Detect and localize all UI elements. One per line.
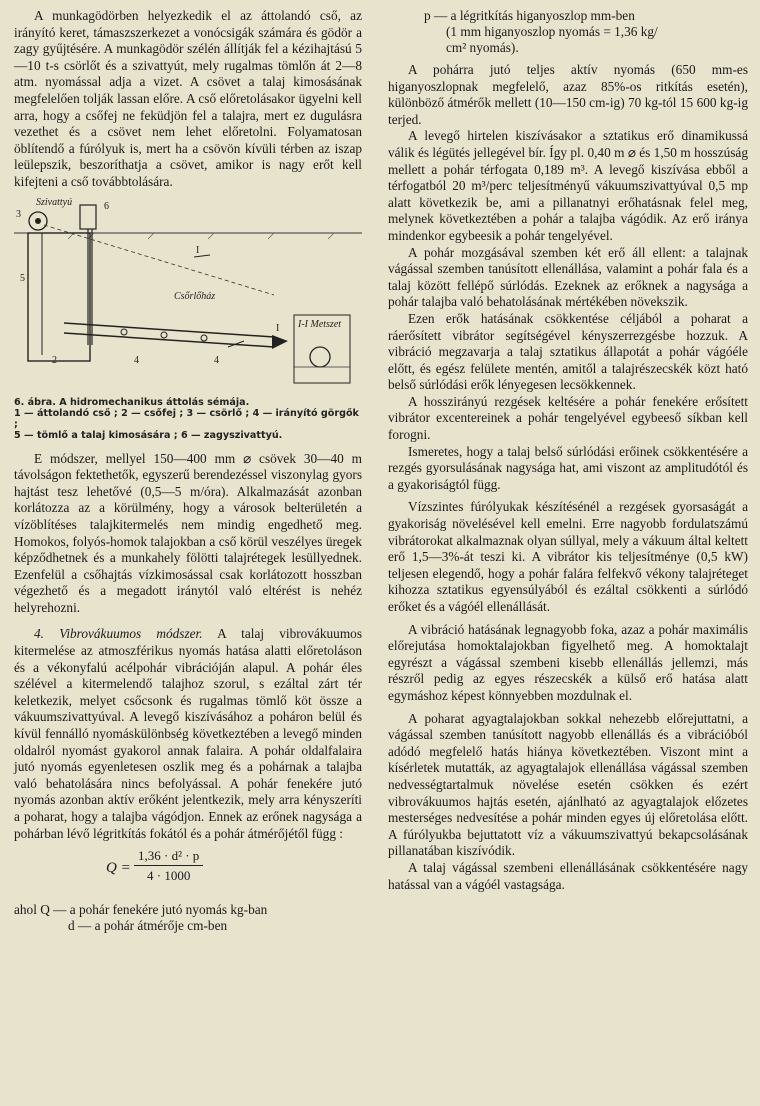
- caption-title: 6. ábra. A hidromechanikus áttolás sémája.: [14, 396, 250, 408]
- figure-label-szivattyu: Szivattyú: [36, 196, 73, 208]
- figure-number-4a: 4: [134, 354, 139, 366]
- definition-p-note: (1 mm higanyoszlop nyomás = 1,36 kg/: [446, 24, 658, 39]
- definition-d: d — a pohár átmérője cm-ben: [68, 918, 228, 934]
- figure-number-3: 3: [16, 208, 21, 220]
- right-column: [388, 8, 748, 893]
- formula-fraction: [134, 848, 203, 884]
- paragraph-resisting-forces: A pohár mozgásával szemben két erő áll ellent: a talajnak vágással szemben tanúsított ellenállása, valamint a pohár fala és a talaj között fellépő súrlódás. Ezeknek az erőknek a nagysága a pohár talajba való behatolásának mértékében növekszik.: [388, 244, 748, 310]
- definition-p-note-end: cm² nyomás).: [446, 40, 519, 55]
- paragraph-longitudinal-vibration: A hosszirányú rezgések keltésére a pohár fenekére erősített vibrátor excentereinek a pohár tengelyével egybeeső síkban kell forogni.: [388, 393, 748, 443]
- figure-caption: [14, 397, 362, 441]
- figure-number-6: 6: [104, 200, 109, 212]
- figure-number-2: 2: [52, 354, 57, 366]
- figure-number-1b: I: [276, 322, 280, 334]
- figure-number-4b: 4: [214, 354, 219, 366]
- definition-p: p — a légritkítás higanyoszlop mm-ben: [424, 8, 635, 23]
- paragraph-vibrovacuum: [14, 626, 362, 842]
- formula-q: Q =: [106, 860, 131, 877]
- left-column: [14, 8, 362, 934]
- figure-label-csorlo: Csőrlőház: [174, 290, 216, 302]
- caption-legend-1: 1 — áttolandó cső ; 2 — csőfej ; 3 — csörlő ; 4 — irányító görgők ;: [14, 407, 359, 430]
- paragraph-vibrator: Ezen erők hatásának csökkentése céljából a poharat a ráerősített vibrátor segítségével kényszerrezgésbe hozzuk. A vibráció megzavarja a talaj sztatikus állapotát a pohár vágóéle előtt, és egész felülete mentén, amitől a talajrészecskék közt ható belső súrlódási erők lényegesen lecsökkennek.: [388, 310, 748, 393]
- paragraph-horizontal-boreholes: Vízszintes fúrólyukak készítésénél a rezgések gyorsaságát a gyakoriság növelésével kell emelni. Erre nagyobb fordulatszámú vibrátorokat alkalmaznak olyan súllyal, mely a vákuum által keltett erő 1,5—3%-át teszi ki. A vibrátor kis teljesítménye (0,5 kW) teljesen elegendő, hogy a pohár falára felfekvő vékony talajréteget kihozza sztatikus egyensúlyából és ezáltal csökkenti a súrlódó erőket és a vágóél ellenállását.: [388, 499, 748, 614]
- paragraph-air-extraction: A levegő hirtelen kiszívásakor a sztatikus erő dinamikussá válik és légütés jellegével bír. Így pl. 0,40 m ⌀ és 1,50 m hosszúság mellett a pohár térfogata 0,189 m³. A levegő kiszívása ebből a térfogatból 20 m³/perc teljesítményű vákuumszivattyúval 0,5 mp alatt következik be, ami a pillanatnyi erőhatásnak felel meg, melynek következtében a pohár a talajba vágódik. Az erő iránya mindenkor egybeesik a pohár tengelyével.: [388, 128, 748, 243]
- paragraph-intro: A munkagödörben helyezkedik el az áttolandó cső, az irányító keret, támaszszerkezet a vonócsigák számára és gödör a zagy gyűjtésére. A munkagödör szélén állítják fel a kézihajtású 5—10 t-s csörlőt és a szivattyút, mely rugalmas tömlőn át 2—8 atm. nyomással adja a vizet. A csövet a talaj kimosásának megfelelően tolják lassan előre. A cső előretolásakor ügyelni kell arra, hogy a csőfej ne feküdjön fel a talajra, mert ez dugulásra vezethet és a csövet nem lehet előretolni. Folyamatosan öblítendő a fúrólyuk is, mert ha a csövön kívüli térben az iszap leülepszik, beszoríthatja a csövet, amikor is nagy erőt kell kifejteni a cső továbbtolására.: [14, 8, 362, 189]
- paragraph-acceleration: Ismeretes, hogy a talaj belső súrlódási erőinek csökkentésére a rezgés gyorsulásának nagysága hat, ami viszont az amplitudótól és a gyakoriságtól függ.: [388, 443, 748, 492]
- figure-label-metszet: I-I Metszet: [298, 318, 342, 330]
- formula-denominator: 4 · 1000: [146, 868, 191, 884]
- paragraph-cutting-edge: A talaj vágással szembeni ellenállásának csökkentésére nagy hatással van a vágóél vastagsága.: [388, 859, 748, 892]
- paragraph-active-pressure: A pohárra jutó teljes aktív nyomás (650 mm-es higanyoszlopnak megfelelő, azaz 85%-os ritkítás esetén), különböző átmérők mellett (10—150 cm-ig) 70 kg-tól 15 600 kg-ig terjed.: [388, 62, 748, 127]
- formula-definitions-continued: [388, 8, 748, 56]
- formula-definitions: [14, 902, 362, 934]
- figure-number-5: 5: [20, 272, 25, 284]
- figure-hydromechanical-scheme: [14, 195, 362, 395]
- caption-legend-2: 5 — tömlő a talaj kimosására ; 6 — zagyszivattyú.: [14, 429, 283, 441]
- formula-numerator: 1,36 · d² · p: [134, 848, 203, 866]
- definition-q: ahol Q — a pohár fenekére jutó nyomás kg-ban: [14, 902, 268, 918]
- figure-number-1a: I: [196, 244, 200, 256]
- paragraph-sand-soils: A vibráció hatásának legnagyobb foka, azaz a pohár maximális előrejutása homoktalajokban figyelhető meg. A homoktalajt egyrészt a vágással szembeni kisebb ellenállás jellemzi, más részről pedig az egyes részecskék a külső erő hatása alatt egymáshoz képest könnyebben mozdulnak el.: [388, 621, 748, 703]
- section-heading-vibrovacuum: 4. Vibrovákuumos módszer.: [34, 626, 203, 642]
- paragraph-clay-soils: A poharat agyagtalajokban sokkal nehezebb előrejuttatni, a vágással szemben tanúsított nagyobb ellenállás és a vibrációból adódó megfelelő hatás hiánya következtében. Viszont mint a kísérletek mutatták, az agyagtalajok ellenállása vágással szemben nedvességtartalmuk növelése esetén csökken és ezért vibrovákuumos hajtás esetén, ajánlható az agyagtalajok előzetes mesterséges nedvesítése a pohár minden egyes új előretolása előtt. A fúrólyukba bejuttatott víz a vákuumszivattyú bekapcsolásának pillanatában kiszívódik.: [388, 710, 748, 859]
- formula-force: [14, 848, 362, 894]
- vibrovacuum-text: A talaj vibrovákuumos kitermelése az atmoszférikus nyomás hatása alatti előretoláson és a vékonyfalú acélpohár vibrációján alapul. A pohár éles szélével a kitermelendő talajhoz szorul, s ezáltal zárt tér keletkezik, melyet csőcsonk és rugalmas tömlő köt össze a vákuumszivattyúval. A levegő kiszívásához a poháron belül és kívül fennálló nyomáskülönbség következtében a levegő minden oldalról nyomást gyakorol annak falaira. A pohár oldalfalaira jutó nyomás egyenletesen oszlik meg és a pohárnak a talajba való behatolására nincs befolyással. A pohár fenekére jutó nyomás azonban aktív erőként jelentkezik, mely arra kényszeríti a poharat, hogy a talajba vágódjon. Ennek az erőnek nagysága a pohárban lévő légritkítás fokától és a pohár átmérőjétől függ :: [14, 626, 362, 841]
- paragraph-method-evaluation: E módszer, mellyel 150—400 mm ⌀ csövek 30—40 m távolságon fektethetők, egyszerű berendezéssel viszonylag gyors hajtást tesz lehetővé (0,5—5 m/óra). Alkalmazását azonban korlátozza az a körülmény, hogy a városok belterületén a vízöblítéses talajkitermelés nem mindig engedhető meg. Homokos, folyós-homok talajokban a cső körül veszélyes üregek képződhetnek és a munkahely fölötti talajrétegek lesüllyednek. Ezenfelül a csőhajtás vízkimosással csak korlátozott hosszban végezhető és a megadott iránytól való eltérést is nehéz helyrehozni.: [14, 450, 362, 615]
